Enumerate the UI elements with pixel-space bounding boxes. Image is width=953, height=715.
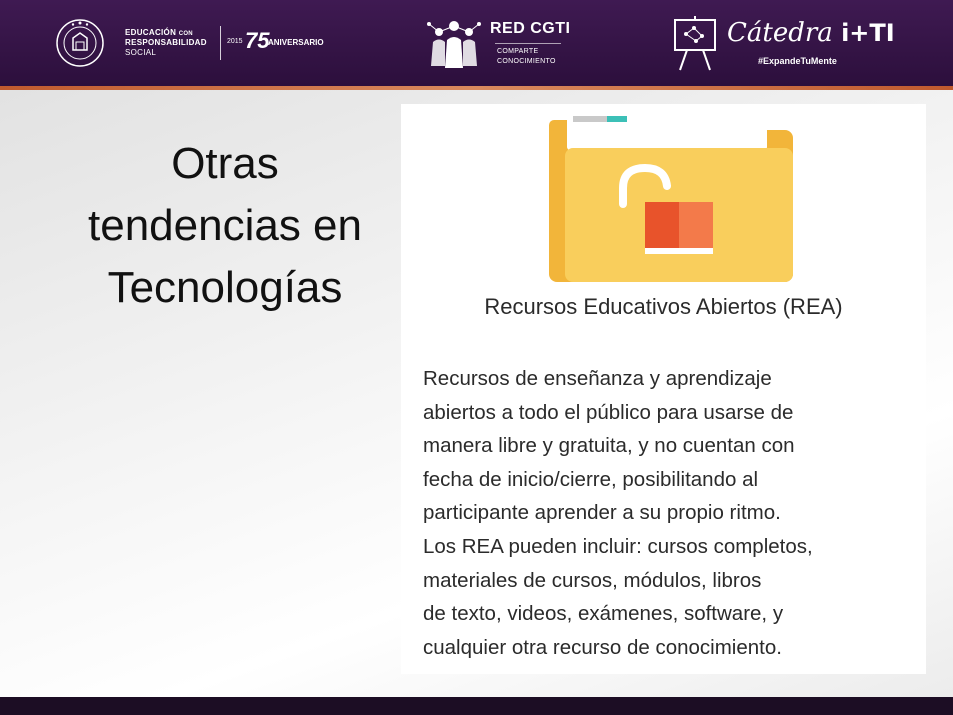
udc-line2: RESPONSABILIDAD <box>125 38 207 47</box>
udc-75: 75 <box>245 28 270 53</box>
footer-bar <box>0 697 953 715</box>
udc-line3: SOCIAL <box>125 48 157 57</box>
card-body <box>423 362 923 664</box>
body-line: fecha de inicio/cierre, posibilitando al <box>423 467 759 491</box>
catedra-hashtag: #ExpandeTuMente <box>758 56 837 66</box>
udc-logo <box>55 16 335 72</box>
body-line: cualquier otra recurso de conocimiento. <box>423 635 782 659</box>
catedra-logo <box>672 12 895 76</box>
catedra-title: Cátedra i+TI <box>727 18 895 48</box>
people-network-icon <box>425 16 483 72</box>
body-line: de texto, videos, exámenes, software, y <box>423 602 784 626</box>
body-line: manera libre y gratuita, y no cuentan con <box>423 434 795 458</box>
open-lock-folder-icon <box>547 108 797 286</box>
card-heading: Recursos Educativos Abiertos (REA) <box>484 294 843 319</box>
red-cgti-logo <box>425 14 575 74</box>
udc-divider <box>220 26 221 60</box>
udc-year: 2015 <box>227 38 243 45</box>
body-line: Recursos de enseñanza y aprendizaje <box>423 367 772 390</box>
body-line: participante aprender a su propio ritmo. <box>423 501 781 525</box>
body-line: materiales de cursos, módulos, libros <box>423 568 762 592</box>
title-line: Tecnologías <box>107 263 343 312</box>
university-seal-icon <box>55 18 105 68</box>
slide-title <box>30 133 420 319</box>
body-line: Los REA pueden incluir: cursos completos, <box>423 534 813 558</box>
red-rule <box>495 43 561 44</box>
title-line: tendencias en <box>88 201 362 250</box>
udc-aniversario: ANIVERSARIO <box>268 38 324 47</box>
presentation-board-icon <box>672 14 722 72</box>
title-line: Otras <box>171 139 279 188</box>
header-bar <box>0 0 953 86</box>
red-title: RED CGTI <box>490 20 571 37</box>
rea-card <box>401 104 926 674</box>
body-line: abiertos a todo el público para usarse de <box>423 400 794 424</box>
udc-line1: EDUCACIÓN CON <box>125 28 193 37</box>
red-sub2: CONOCIMIENTO <box>497 58 556 65</box>
red-sub1: COMPARTE <box>497 48 539 55</box>
